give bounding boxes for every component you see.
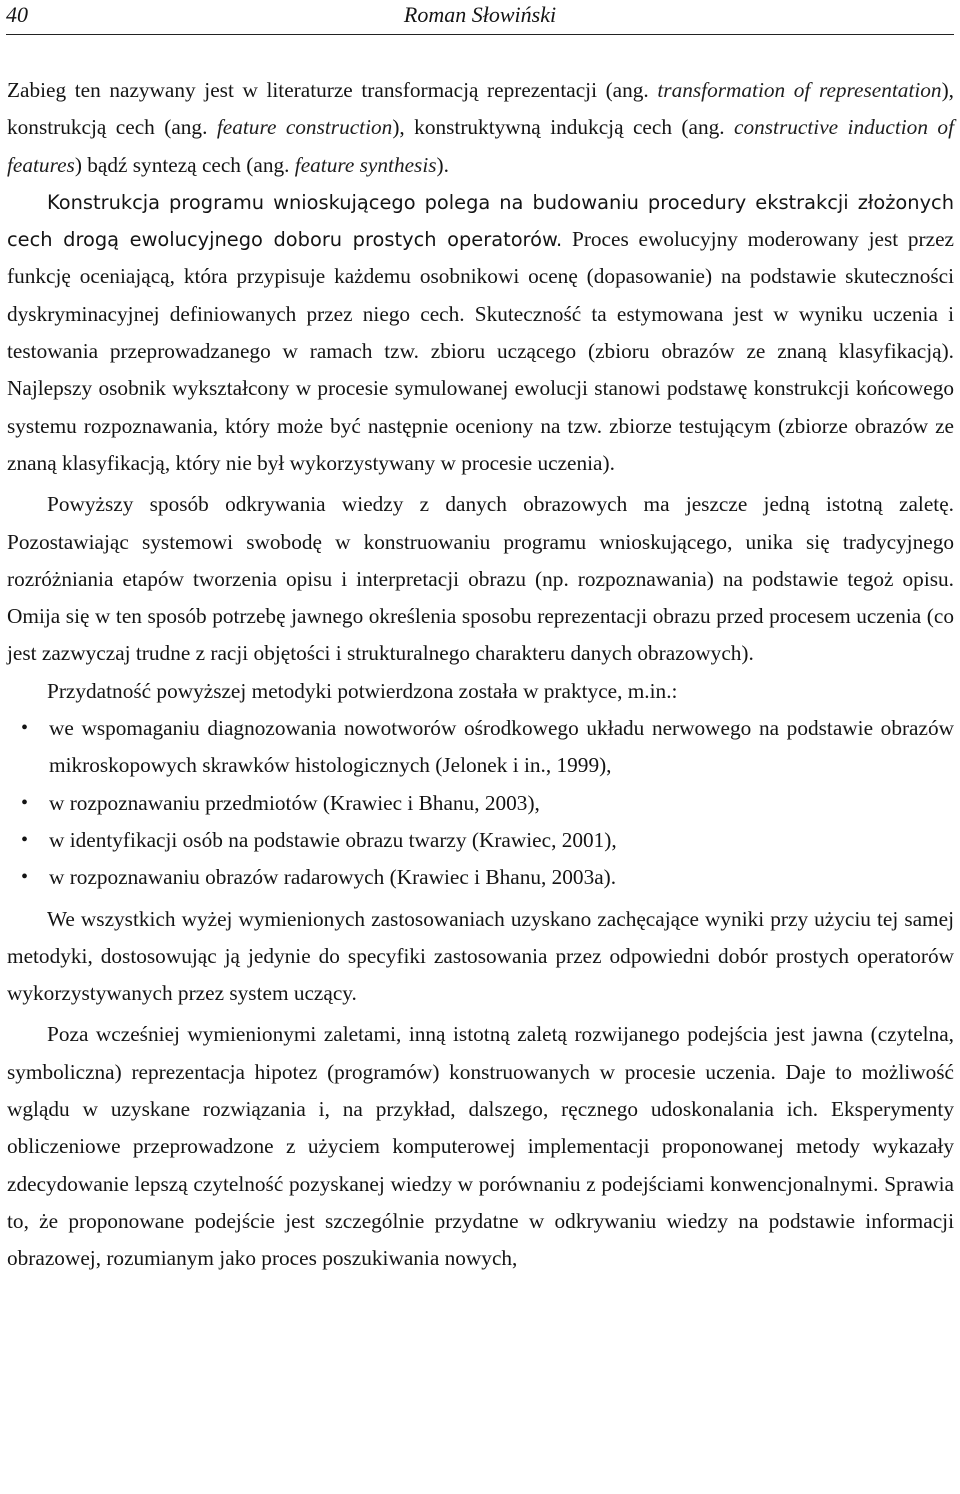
paragraph-text-sans: Konstrukcja programu wnioskującego polega na budowaniu procedury ekstrakcji złożonych cech drogą ewolucyjnego doboru prostych operatorów. — [7, 190, 954, 252]
list-item-text: w identyfikacji osób na podstawie obrazu twarzy (Krawiec, 2001), — [49, 827, 617, 852]
page-header — [6, 0, 954, 35]
paragraph-applications-intro: Przydatność powyższej metodyki potwierdzona została w praktyce, m.in.: — [47, 678, 678, 703]
list-item — [7, 710, 954, 785]
running-head-author: Roman Słowiński — [403, 2, 557, 27]
paragraph-text: ), konstruktywną indukcją cech (ang. — [392, 115, 735, 140]
bullet-icon: • — [21, 717, 29, 740]
paragraph-transformation — [7, 72, 954, 184]
english-term: constructive induction of features — [7, 115, 954, 177]
english-term: feature synthesis — [294, 152, 437, 177]
list-item-text: we wspomaganiu diagnozowania nowotworów ośrodkowego układu nerwowego na podstawie obrazów mikroskopowych skrawków histologicznych (Jelonek i in., 1999), — [49, 716, 954, 778]
bullet-icon: • — [21, 828, 29, 851]
english-term: transformation of representation — [657, 78, 942, 102]
list-item-text: w rozpoznawaniu obrazów radarowych (Krawiec i Bhanu, 2003a). — [49, 865, 617, 890]
list-item-text: w rozpoznawaniu przedmiotów (Krawiec i Bhanu, 2003), — [49, 790, 540, 815]
paragraph-text: Proces ewolucyjny moderowany jest przez funkcję oceniającą, która przypisuje każdemu osobnikowi ocenę (dopasowanie) na podstawie skuteczności dyskryminacyjnej definiowanych przez niego cech. Skuteczność ta estymowana jest w wyniku uczenia i testowania przeprowadzanego w ramach tzw. zbioru uczącego (zbioru obrazów ze znaną klasyfikacją). Najlepszy osobnik wykształcony w procesie symulowanej ewolucji stanowi podstawę konstrukcji końcowego systemu rozpoznawania, który może być następnie oceniony na tzw. zbiorze testującym (zbiorze obrazów ze znaną klasyfikacją, który nie był wykorzystywany w procesie uczenia). — [7, 227, 955, 475]
paragraph-results: We wszystkich wyżej wymienionych zastosowaniach uzyskano zachęcające wyniki przy użyciu tej samej metodyki, dostosowując ją jedynie do specyfiki zastosowania przez odpowiedni dobór prostych operatorów wykorzystywanych przez system uczący. — [7, 906, 954, 1006]
paragraph-text: ). — [436, 152, 449, 177]
paragraph-advantage: Powyższy sposób odkrywania wiedzy z danych obrazowych ma jeszcze jedną istotną zaletę. Pozostawiając systemowi swobodę w konstruowaniu programu wnioskującego, unika się tradycyjnego rozróżniania etapów tworzenia opisu i interpretacji obrazu (np. rozpoznawania) na podstawie tegoż opisu. Omija się w ten sposób potrzebę jawnego określenia sposobu reprezentacji obrazu przed procesem uczenia (co jest zazwyczaj trudne z racji objętości i strukturalnego charakteru danych obrazowych). — [7, 492, 954, 666]
english-term: feature construction — [216, 115, 393, 140]
paragraph-text: Zabieg ten nazywany jest w literaturze transformacją reprezentacji (ang. — [7, 78, 658, 102]
list-item — [7, 822, 954, 859]
paragraph-text: ), konstrukcją cech (ang. — [7, 78, 955, 140]
paragraph-evolution — [7, 184, 954, 482]
bullet-icon: • — [21, 866, 29, 889]
paragraph-interpretability: Poza wcześniej wymienionymi zaletami, inną istotną zaletą rozwijanego podejścia jest jawna (czytelna, symboliczna) reprezentacja hipotez (programów) konstruowanych w procesie uczenia. Daje to możliwość wglądu w uzyskane rozwiązania i, na przykład, dalszego, ręcznego udoskonalania ich. Eksperymenty obliczeniowe przeprowadzone z użyciem komputerowej implementacji proponowanej metody wykazały zdecydowanie lepszą czytelność pozyskanej wiedzy w porównaniu z podejściami konwencjonalnymi. Sprawia to, że proponowane podejście jest szczególnie przydatne w odkrywaniu wiedzy na podstawie informacji obrazowej, rozumianym jako proces poszukiwania nowych, — [7, 1022, 954, 1271]
paragraph-text: ) bądź syntezą cech (ang. — [74, 152, 295, 177]
page-body — [7, 72, 954, 1278]
applications-list — [7, 710, 954, 896]
list-item — [7, 785, 954, 822]
bullet-icon: • — [21, 791, 29, 814]
list-item — [7, 859, 954, 896]
page-number: 40 — [6, 2, 28, 27]
